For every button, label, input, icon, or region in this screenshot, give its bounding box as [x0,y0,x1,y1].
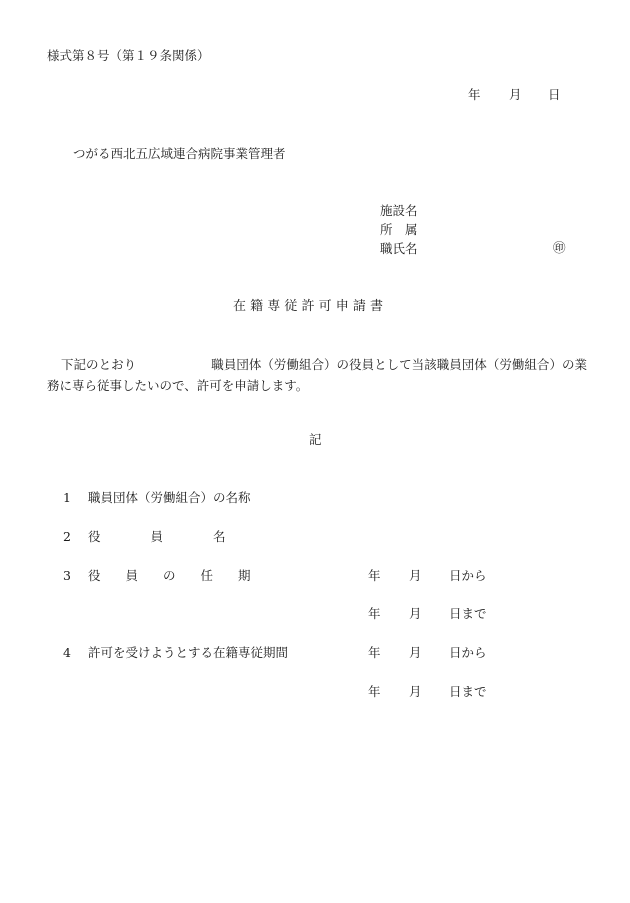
term-from-month: 月 [409,568,422,583]
item-number-2: 2 [63,529,71,544]
leave-to-day: 日まで [449,684,487,699]
term-to-month: 月 [409,606,422,621]
leave-to-year: 年 [368,684,381,699]
term-to-year: 年 [368,606,381,621]
document-title: 在 籍 専 従 許 可 申 請 書 [233,299,384,314]
term-to-day: 日まで [449,606,487,621]
form-number: 様式第８号（第１９条関係） [47,48,210,63]
item-label-officer-title: 役 員 名 [88,529,226,544]
date-year-label: 年 [468,87,481,102]
date-day-label: 日 [548,87,561,102]
facility-label: 施設名 [380,203,418,218]
leave-from-day: 日から [449,645,487,660]
ki-heading: 記 [309,432,322,447]
item-label-union-name: 職員団体（労働組合）の名称 [88,490,251,505]
item-label-leave-period: 許可を受けようとする在籍専従期間 [88,645,289,660]
name-label: 職氏名 [380,241,418,256]
item-number-3: 3 [63,568,71,583]
item-number-1: 1 [63,490,71,505]
department-label: 所 属 [380,222,418,237]
seal-mark: ㊞ [553,240,566,255]
body-paragraph: 下記のとおり 職員団体（労働組合）の役員として当該職員団体（労働組合）の業務に専ら従事したいので、許可を申請します。 [47,357,587,393]
leave-to-month: 月 [409,684,422,699]
item-number-4: 4 [63,645,71,660]
term-from-day: 日から [449,568,487,583]
leave-from-month: 月 [409,645,422,660]
addressee: つがる西北五広域連合病院事業管理者 [73,146,286,161]
date-month-label: 月 [509,87,522,102]
term-from-year: 年 [368,568,381,583]
item-label-officer-term: 役 員 の 任 期 [88,568,251,583]
leave-from-year: 年 [368,645,381,660]
